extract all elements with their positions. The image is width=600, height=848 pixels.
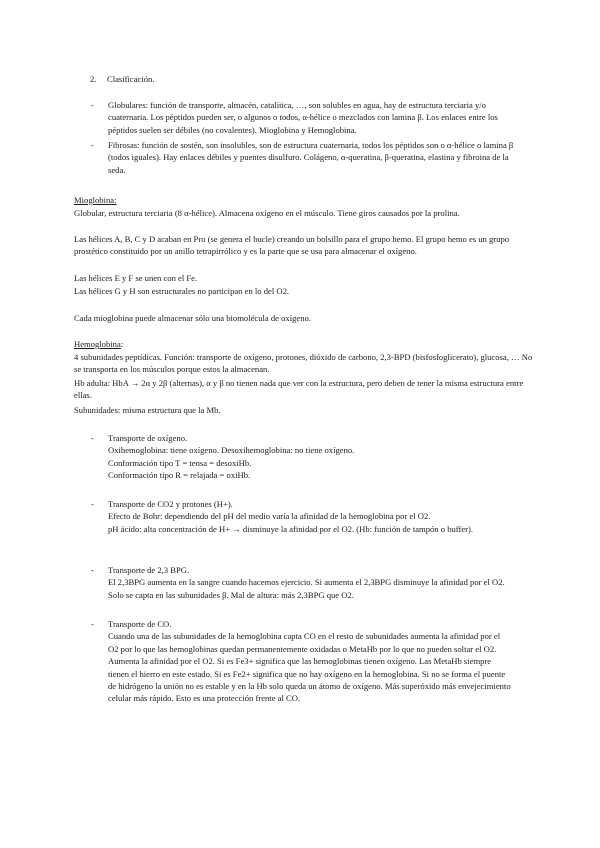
item-title: Transporte de CO2 y protones (H+). xyxy=(108,499,233,509)
myoglobin-intro: Globular, estructura terciaria (8 α-hélice). Almacena oxígeno en el músculo. Tiene giros causados por la prolina. xyxy=(74,208,460,218)
myoglobin-line-ef: Las hélices E y F se unen con el Fe. xyxy=(74,273,198,283)
bullet-text: Fibrosas: función de sostén, son insolubles, son de estructura cuaternaria, todos los péptidos son o α-hélice o lamina β (todos iguales). Hay enlaces débiles y puentes disulfuro. Colágeno, α-queratina, β-queratina, elastina y fibroina de la seda. xyxy=(108,140,514,175)
hemoglobin-heading: Hemoglobina: xyxy=(74,339,124,349)
item-line: Conformación tipo T = tensa = desoxiHb. xyxy=(108,457,252,468)
hb-item-bpg: - Transporte de 2,3 BPG. El 2,3BPG aumenta en la sangre cuando hacemos ejercicio. Si aumenta el 2,3BPG disminuye la afinidad por el O2. Solo se capta en las subunidades β. Mal de altura: más 2,3BPG que O2. xyxy=(91,564,511,601)
section-title: Clasificación. xyxy=(107,74,155,84)
item-line: pH ácido: alta concentración de H+ → disminuye la afinidad por el O2. (Hb: función de tampón o buffer). xyxy=(108,523,474,534)
myoglobin-line-gh: Las hélices G y H son estructurales no participan en lo del O2. xyxy=(74,286,290,296)
myoglobin-heading-text: Mioglobina: xyxy=(74,195,117,205)
section-heading xyxy=(90,73,155,85)
bullet-fibrosas: - Fibrosas: función de sostén, son insolubles, son de estructura cuaternaria, todos los péptidos son o α-hélice o lamina β (todos iguales). Hay enlaces débiles y puentes disulfuro. Colágeno, α-queratina, β-queratina, elastina y fibroina de la seda. xyxy=(91,139,521,176)
item-title: Transporte de 2,3 BPG. xyxy=(108,565,190,575)
hb-item-oxygen: - Transporte de oxígeno. Oxihemoglobina: tiene oxígeno. Desoxihemoglobina: no tiene oxígeno. Conformación tipo T = tensa = desoxiHb. Conformación tipo R = relajada = oxiHb. xyxy=(91,432,511,482)
myoglobin-capacity: Cada mioglobina puede almacenar sólo una biomolécula de oxígeno. xyxy=(74,313,311,323)
myoglobin-heading xyxy=(74,194,534,206)
bullet-globulares: - Globulares: función de transporte, almacén, catalítica, …, son solubles en agua, hay de estructura terciaria y/o cuaternaria. Los péptidos pueden ser, o algunos o todos, α-hélice o mezclados con lamina β. Los enlaces entre los péptidos suelen ser débiles (no covalentes). Mioglobina y Hemoglobina. xyxy=(91,99,521,136)
bullet-text: Globulares: función de transporte, almacén, catalítica, …, son solubles en agua, hay de estructura terciaria y/o cuaternaria. Los péptidos pueden ser, o algunos o todos, α-hélice o mezclados con lamina β. Los enlaces entre los péptidos suelen ser débiles (no covalentes). Mioglobina y Hemoglobina. xyxy=(108,100,498,135)
item-line: Cuando una de las subunidades de la hemoglobina capta CO en el resto de subunidades aumenta la afinidad por el O2 por lo que las hemoglobinas quedan permanentemente oxidadas o MetaHb por lo que no pueden soltar el O2. Aumenta la afinidad por el O2. Si es Fe3+ significa que las hemoglobinas tienen oxígeno. Las MetaHb siempre tienen el hierro en este estado. Si es Fe2+ significa que no hay oxígeno en la hemoglobina. Si no se forma el puente de hidrógeno la unión no es estable y en la Hb solo queda un átomo de oxígeno. Más superóxido más envejecimiento celular más rápido. Esto es una protección frente al CO. xyxy=(108,631,511,704)
item-line: Conformación tipo R = relajada = oxiHb. xyxy=(108,470,251,481)
hemoglobin-line2: Hb adulta: HbA → 2α y 2β (alternas), α y β no tienen nada que ver con la estructura, pero deben de tener la misma estructura entre ellas. xyxy=(74,378,524,401)
item-line: Efecto de Bohr: dependiendo del pH del medio varía la afinidad de la hemoglobina por el O2. xyxy=(108,511,431,522)
hemoglobin-line3: Subunidades: misma estructura que la Mb. xyxy=(74,405,221,415)
hb-item-co2: - Transporte de CO2 y protones (H+). Efecto de Bohr: dependiendo del pH del medio varía la afinidad de la hemoglobina por el O2. pH ácido: alta concentración de H+ → disminuye la afinidad por el O2. (Hb: función de tampón o buffer). xyxy=(91,498,511,535)
item-title: Transporte de oxígeno. xyxy=(108,433,188,443)
hemoglobin-line1: 4 subunidades peptídicas. Función: transporte de oxígeno, protones, dióxido de carbono, 2,3-BPD (bisfosfoglicerato), glucosa, … No se transporta en los músculos porque estos la almacenan. xyxy=(74,352,533,375)
myoglobin-paragraph: Las hélices A, B, C y D acaban en Pro (se genera el bucle) creando un bolsillo para el grupo hemo. El grupo hemo es un grupo prostético constituido por un anillo tetrapirrólico y es la parte que se usa para almacenar el oxígeno. xyxy=(74,234,510,257)
item-line: El 2,3BPG aumenta en la sangre cuando hacemos ejercicio. Si aumenta el 2,3BPG disminuye la afinidad por el O2. Solo se capta en las subunidades β. Mal de altura: más 2,3BPG que O2. xyxy=(108,577,505,600)
item-title: Transporte de CO. xyxy=(108,619,172,629)
item-line: Oxihemoglobina: tiene oxígeno. Desoxihemoglobina: no tiene oxígeno. xyxy=(108,445,355,456)
hemoglobin-heading-text: Hemoglobina xyxy=(74,339,121,349)
section-number: 2. xyxy=(90,74,97,84)
hb-item-co: - Transporte de CO. Cuando una de las subunidades de la hemoglobina capta CO en el resto de subunidades aumenta la afinidad por el O2 por lo que las hemoglobinas quedan permanentemente oxidadas o MetaHb por lo que no pueden soltar el O2. Aumenta la afinidad por el O2. Si es Fe3+ significa que las hemoglobinas tienen oxígeno. Las MetaHb siempre tienen el hierro en este estado. Si es Fe2+ significa que no hay oxígeno en la hemoglobina. Si no se forma el puente de hidrógeno la unión no es estable y en la Hb solo queda un átomo de oxígeno. Más superóxido más envejecimiento celular más rápido. Esto es una protección frente al CO. xyxy=(91,619,511,704)
